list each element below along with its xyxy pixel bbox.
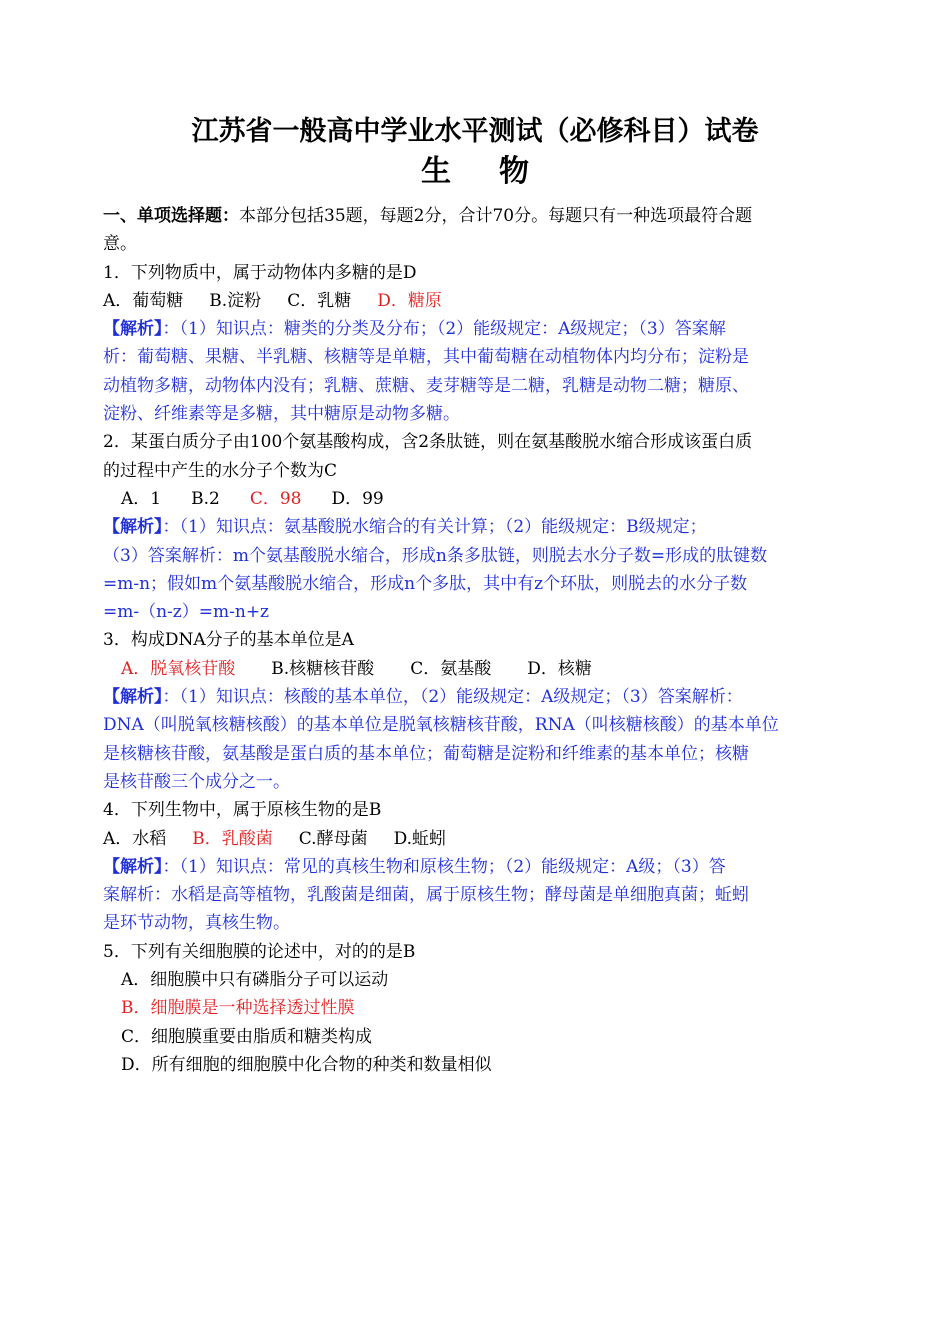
q2-analysis-line: =m-（n-z）=m-n+z	[103, 602, 270, 623]
q4-option-a: A．水稻	[103, 828, 167, 849]
question-2-stem-cont: 的过程中产生的水分子个数为C	[103, 460, 338, 481]
q2-analysis-line	[103, 513, 851, 541]
question-4-stem: 4．下列生物中，属于原核生物的是B	[103, 800, 382, 821]
q3-option-b: B.核糖核苷酸	[271, 658, 375, 679]
q5-option-a: A．细胞膜中只有磷脂分子可以运动	[121, 970, 389, 991]
q1-option-c: C．乳糖	[287, 290, 352, 311]
q1-analysis-line: 析：葡萄糖、果糖、半乳糖、核糖等是单糖，其中葡萄糖在动植物体内均分布；淀粉是	[103, 347, 749, 368]
q5-option-d: D．所有细胞的细胞膜中化合物的种类和数量相似	[121, 1054, 492, 1075]
q1-option-d-answer: D．糖原	[377, 290, 442, 311]
q3-option-d: D．核糖	[527, 658, 592, 679]
q4-option-b-answer: B．乳酸菌	[192, 828, 273, 849]
page-title: 江苏省一般高中学业水平测试（必修科目）试卷	[191, 116, 759, 147]
q4-option-c: C.酵母菌	[298, 828, 368, 849]
q4-option-d: D.蚯蚓	[393, 828, 447, 849]
question-3-stem: 3．构成DNA分子的基本单位是A	[103, 630, 354, 651]
q2-analysis-text: ：（1）知识点：氨基酸脱水缩合的有关计算；（2）能级规定：B级规定；	[162, 517, 707, 538]
q1-analysis-label: 【解析】	[103, 319, 163, 340]
q1-analysis-line	[103, 315, 851, 343]
section-intro	[103, 202, 851, 230]
q1-analysis-line: 动植物多糖，动物体内没有；乳糖、蔗糖、麦芽糖等是二糖，乳糖是动物二糖；糖原、	[103, 375, 749, 396]
q4-analysis-line	[103, 853, 851, 881]
exam-content	[103, 202, 851, 1079]
q3-option-c: C．氨基酸	[410, 658, 492, 679]
section-heading: 一、单项选择题：	[103, 206, 239, 226]
question-2-options	[103, 485, 851, 513]
q4-analysis-label: 【解析】	[103, 856, 163, 877]
q1-analysis-line: 淀粉、纤维素等是多糖，其中糖原是动物多糖。	[103, 404, 460, 425]
q1-analysis-text: ：（1）知识点：糖类的分类及分布；（2）能级规定：A级规定；（3）答案解	[162, 319, 726, 340]
q2-option-b: B.2	[191, 488, 220, 509]
q3-analysis-line: 是核糖核苷酸，氨基酸是蛋白质的基本单位；葡萄糖是淀粉和纤维素的基本单位；核糖	[103, 743, 749, 764]
q3-analysis-text: ：（1）知识点：核酸的基本单位，（2）能级规定：A级规定；（3）答案解析：	[162, 687, 743, 708]
q3-analysis-line: 是核苷酸三个成分之一。	[103, 771, 290, 792]
q4-analysis-line: 案解析：水稻是高等植物，乳酸菌是细菌，属于原核生物；酵母菌是单细胞真菌；蚯蚓	[103, 885, 749, 906]
q2-analysis-line: =m-n；假如m个氨基酸脱水缩合，形成n个多肽，其中有z个环肽，则脱去的水分子数	[103, 573, 748, 594]
page-subtitle: 生物	[421, 154, 577, 189]
question-2-stem: 2．某蛋白质分子由100个氨基酸构成，含2条肽链，则在氨基酸脱水缩合形成该蛋白质	[103, 432, 753, 453]
q5-option-b-answer: B．细胞膜是一种选择透过性膜	[121, 998, 355, 1019]
section-description-cont: 意。	[103, 234, 137, 255]
q2-analysis-line: （3）答案解析：m个氨基酸脱水缩合，形成n条多肽链，则脱去水分子数=形成的肽键数	[103, 545, 768, 566]
q3-option-a-answer: A．脱氧核苷酸	[121, 658, 236, 679]
q4-analysis-text: ：（1）知识点：常见的真核生物和原核生物；（2）能级规定：A级；（3）答	[162, 856, 726, 877]
question-5-stem: 5．下列有关细胞膜的论述中，对的的是B	[103, 941, 416, 962]
q3-analysis-line: DNA（叫脱氧核糖核酸）的基本单位是脱氧核糖核苷酸，RNA（叫核糖核酸）的基本单位	[103, 715, 779, 736]
q2-option-d: D．99	[331, 488, 384, 509]
q3-analysis-label: 【解析】	[103, 687, 163, 708]
q2-option-a: A．1	[121, 488, 162, 509]
q2-option-c-answer: C．98	[249, 488, 302, 509]
q3-analysis-line	[103, 683, 851, 711]
q1-option-b: B.淀粉	[209, 290, 262, 311]
question-3-options	[103, 655, 851, 683]
question-4-options	[103, 825, 851, 853]
q4-analysis-line: 是环节动物，真核生物。	[103, 913, 290, 934]
q1-option-a: A．葡萄糖	[103, 290, 184, 311]
q5-option-c: C．细胞膜重要由脂质和糖类构成	[121, 1026, 373, 1047]
q2-analysis-label: 【解析】	[103, 517, 163, 538]
question-1-options	[103, 287, 851, 315]
question-1-stem: 1．下列物质中，属于动物体内多糖的是D	[103, 262, 417, 283]
section-description: 本部分包括35题，每题2分，合计70分。每题只有一种选项最符合题	[239, 206, 753, 226]
